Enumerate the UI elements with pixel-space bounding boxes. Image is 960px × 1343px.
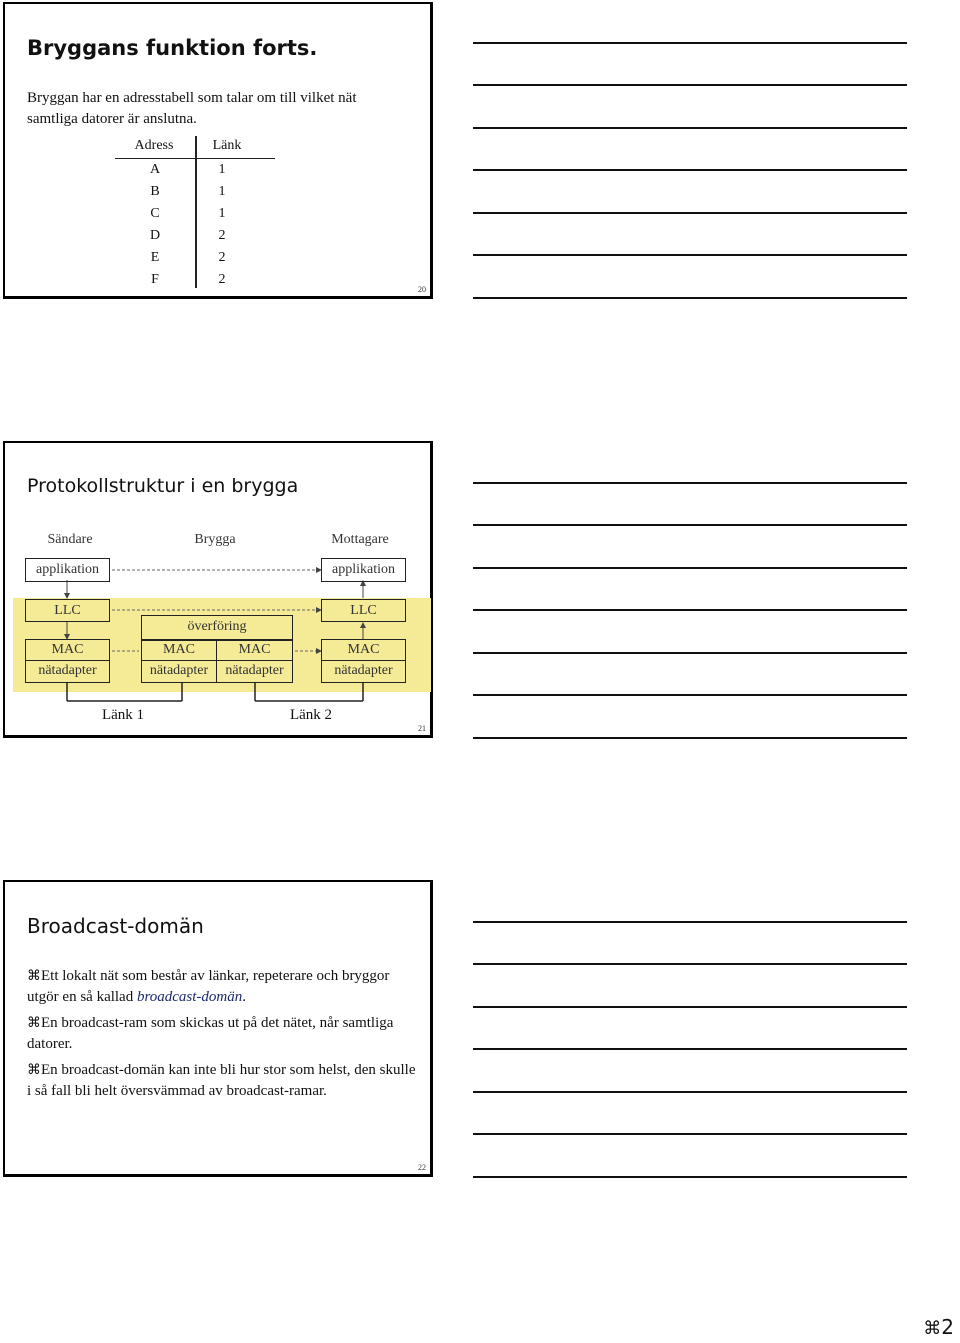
bullet-item <box>27 1060 417 1102</box>
receiver-adapter-label: nätadapter <box>322 660 405 681</box>
receiver-application-box: applikation <box>321 558 406 582</box>
link-1-label: Länk 1 <box>101 707 145 723</box>
receiver-mac-box <box>321 639 406 683</box>
bridge-mac-right-label: MAC <box>238 642 271 657</box>
note-line <box>473 1091 907 1093</box>
bullet-text: Ett lokalt nät som består av länkar, repeterare och bryggor utgör en så kallad <box>27 968 390 1005</box>
slide-number: 21 <box>418 724 426 733</box>
note-line <box>473 482 907 484</box>
sender-mac-box <box>25 639 110 683</box>
table-cell: 1 <box>218 206 226 221</box>
table-cell: B <box>150 184 160 199</box>
note-line <box>473 1048 907 1050</box>
note-line <box>473 737 907 739</box>
note-line <box>473 169 907 171</box>
receiver-mac-label: MAC <box>347 642 380 657</box>
protocol-connectors <box>5 443 435 740</box>
slide-number: 22 <box>418 1163 426 1172</box>
table-cell: F <box>151 272 159 287</box>
table-cell: 2 <box>218 250 226 265</box>
note-line <box>473 609 907 611</box>
note-line <box>473 1176 907 1178</box>
receiver-llc-box: LLC <box>321 599 406 622</box>
bullet-icon: ⌘ <box>27 1015 41 1031</box>
bullet-icon: ⌘ <box>27 1062 41 1078</box>
slide-22 <box>3 880 433 1177</box>
bullet-text: En broadcast-ram som skickas ut på det nätet, når samtliga datorer. <box>27 1015 394 1052</box>
slide-21 <box>3 441 433 738</box>
bullet-text: En broadcast-domän kan inte bli hur stor som helst, den skulle i så fall bli helt översvämmad av broadcast-ramar. <box>27 1062 416 1099</box>
column-label-sender: Sändare <box>47 532 93 547</box>
sender-adapter-label: nätadapter <box>26 660 109 681</box>
column-label-receiver: Mottagare <box>331 532 389 547</box>
bridge-mac-left-label: MAC <box>163 642 195 657</box>
note-line <box>473 254 907 256</box>
note-line <box>473 524 907 526</box>
bullet-tail: . <box>242 989 246 1005</box>
sender-application-box: applikation <box>25 558 110 582</box>
sender-llc-box: LLC <box>25 599 110 622</box>
bridge-transfer-box: överföring <box>141 615 293 641</box>
column-label-bridge: Brygga <box>194 532 236 547</box>
note-line <box>473 1006 907 1008</box>
slide-title: Protokollstruktur i en brygga <box>27 475 299 497</box>
page-number <box>923 1315 954 1339</box>
page-number-value: 2 <box>941 1315 954 1339</box>
table-cell: 1 <box>218 184 226 199</box>
note-line <box>473 567 907 569</box>
table-cell: 2 <box>218 228 226 243</box>
note-line <box>473 652 907 654</box>
table-cell: E <box>150 250 160 265</box>
slide-20 <box>3 2 433 299</box>
sender-mac-label: MAC <box>51 642 84 657</box>
slide-title: Broadcast-domän <box>27 914 204 938</box>
link-2-label: Länk 2 <box>289 707 333 723</box>
slide-number: 20 <box>418 285 426 294</box>
table-cell: A <box>149 162 161 177</box>
note-line <box>473 84 907 86</box>
slide-body-text: Bryggan har en adresstabell som talar om till vilket nät samtliga datorer är anslutna. <box>27 90 357 127</box>
note-line <box>473 694 907 696</box>
bullet-icon: ⌘ <box>27 968 41 984</box>
address-table <box>115 136 275 288</box>
slide-title: Bryggans funktion forts. <box>27 36 318 60</box>
note-line <box>473 921 907 923</box>
bullet-emphasis: broadcast-domän <box>136 989 243 1005</box>
bridge-adapter-left-label: nätadapter <box>142 660 216 681</box>
table-header-link: Länk <box>212 138 242 153</box>
note-line <box>473 127 907 129</box>
note-line <box>473 297 907 299</box>
table-cell: 2 <box>218 272 226 287</box>
note-line <box>473 1133 907 1135</box>
bridge-mac-right-box <box>216 639 293 683</box>
bridge-adapter-right-label: nätadapter <box>217 660 292 681</box>
page-number-icon: ⌘ <box>923 1318 942 1339</box>
bullet-item <box>27 966 417 1008</box>
note-line <box>473 963 907 965</box>
note-line <box>473 212 907 214</box>
table-cell: C <box>150 206 160 221</box>
table-header-address: Adress <box>134 138 174 153</box>
bridge-mac-left-box <box>141 639 217 683</box>
bullet-item <box>27 1013 417 1055</box>
note-line <box>473 42 907 44</box>
table-cell: D <box>149 228 161 243</box>
table-cell: 1 <box>218 162 226 177</box>
